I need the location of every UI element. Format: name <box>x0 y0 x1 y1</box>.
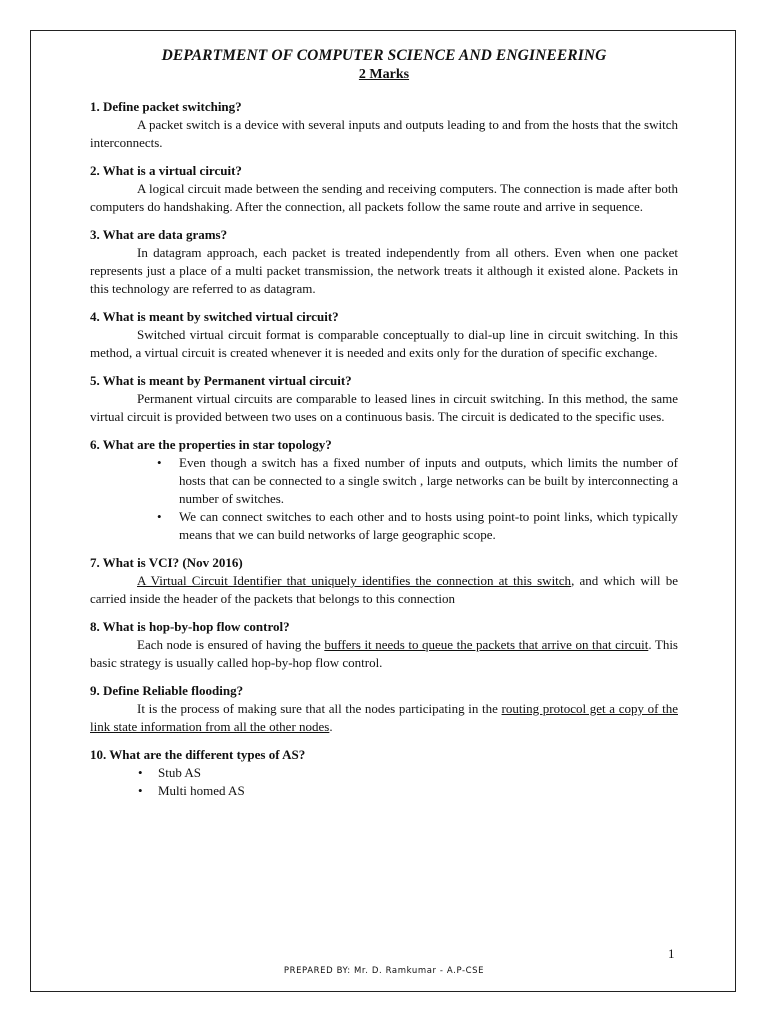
bullet-icon: • <box>138 765 143 780</box>
section-subtitle: 2 Marks <box>358 67 410 82</box>
bullet-list <box>90 454 678 544</box>
question-block-4 <box>90 308 678 362</box>
question-heading: 8. What is hop-by-hop flow control? <box>90 619 290 634</box>
answer-continuation: , and which will be carried inside the header of the packets that belongs to this connection <box>90 573 678 606</box>
answer-text: A packet switch is a device with several inputs and outputs leading to and from the hosts that the switch interconnects. <box>90 117 678 150</box>
question-heading: 10. What are the different types of AS? <box>90 747 306 762</box>
question-block-2 <box>90 162 678 216</box>
bullet-icon: • <box>157 509 162 524</box>
answer-text: Switched virtual circuit format is comparable conceptually to dial-up line in circuit switching. In this method, a virtual circuit is created whenever it is needed and exits only for the duration of specific exchange. <box>90 327 678 360</box>
answer-text <box>90 572 678 608</box>
document-body <box>90 46 678 800</box>
question-block-6 <box>90 436 678 544</box>
page-number: 1 <box>668 946 675 961</box>
question-block-7 <box>90 554 678 608</box>
underlined-text: A Virtual Circuit Identifier that uniquely identifies the connection at this switch <box>137 573 572 588</box>
answer-text <box>90 636 678 672</box>
answer-continuation: . <box>329 719 333 734</box>
answer-text: In datagram approach, each packet is treated independently from all others. Even when one packet represents just a place of a multi packet transmission, the network treats it although it existed alone. Packets in this technology are referred to as datagram. <box>90 245 678 296</box>
answer-text <box>90 700 678 736</box>
question-heading: 3. What are data grams? <box>90 227 228 242</box>
question-heading: 5. What is meant by Permanent virtual circuit? <box>90 373 352 388</box>
list-item-text: Multi homed AS <box>158 783 245 798</box>
bullet-icon: • <box>138 783 143 798</box>
department-title: DEPARTMENT OF COMPUTER SCIENCE AND ENGINEERING <box>161 47 607 64</box>
answer-text: Permanent virtual circuits are comparable to leased lines in circuit switching. In this method, the same virtual circuit is provided between two uses on a continuous basis. The circuit is dedicated to the specific uses. <box>90 391 678 424</box>
bullet-icon: • <box>157 455 162 470</box>
list-item <box>157 454 678 508</box>
answer-lead: It is the process of making sure that all the nodes participating in the <box>137 701 502 716</box>
question-block-5 <box>90 372 678 426</box>
question-block-9 <box>90 682 678 736</box>
list-item <box>138 782 678 800</box>
underlined-text: routing protocol get a copy of the link state information from all the other nodes <box>90 701 678 734</box>
list-item-text: Even though a switch has a fixed number of inputs and outputs, which limits the number of hosts that can be connected to a single switch , large networks can be built by interconnecting a number of switches. <box>179 455 678 506</box>
answer-continuation: . This basic strategy is usually called hop-by-hop flow control. <box>90 637 678 670</box>
list-item-text: Stub AS <box>158 765 201 780</box>
list-item <box>138 764 678 782</box>
answer-lead: Each node is ensured of having the <box>137 637 325 652</box>
question-block-1 <box>90 98 678 152</box>
question-block-3 <box>90 226 678 298</box>
bullet-list <box>90 764 678 800</box>
question-heading: 6. What are the properties in star topology? <box>90 437 332 452</box>
list-item <box>157 508 678 544</box>
underlined-text: buffers it needs to queue the packets that arrive on that circuit <box>324 637 649 652</box>
question-heading: 9. Define Reliable flooding? <box>90 683 244 698</box>
footer-credit: PREPARED BY: Mr. D. Ramkumar - A.P-CSE <box>283 966 485 976</box>
question-heading: 7. What is VCI? (Nov 2016) <box>90 555 243 570</box>
list-item-text: We can connect switches to each other and to hosts using point-to point links, which typically means that we can build networks of large geographic scope. <box>179 509 678 542</box>
question-heading: 4. What is meant by switched virtual circuit? <box>90 309 339 324</box>
question-block-8 <box>90 618 678 672</box>
question-heading: 2. What is a virtual circuit? <box>90 163 242 178</box>
answer-text: A logical circuit made between the sending and receiving computers. The connection is made after both computers do handshaking. After the connection, all packets follow the same route and arrive in sequence. <box>90 181 678 214</box>
question-block-10 <box>90 746 678 800</box>
question-heading: 1. Define packet switching? <box>90 99 242 114</box>
